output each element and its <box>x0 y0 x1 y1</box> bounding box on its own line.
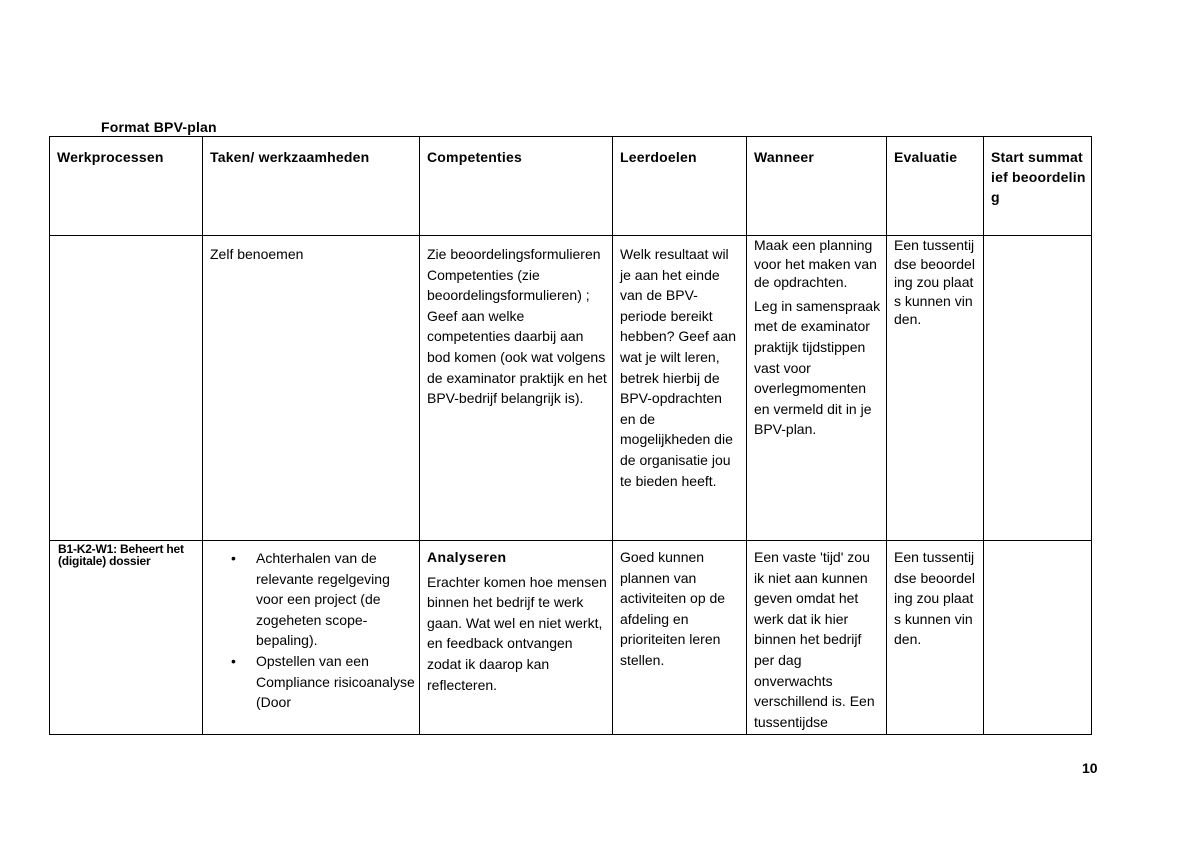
row1-leerdoelen: Welk resultaat wil je aan het einde van de BPV-periode bereikt hebben? Geef aan wat je wilt leren, betrek hierbij de BPV-opdrachten en de mogelijkheden die de organisatie jou te bieden heeft. <box>613 236 747 541</box>
row2-wanneer: Een vaste 'tijd' zou ik niet aan kunnen geven omdat het werk dat ik hier binnen het bedrijf per dag onverwachts verschillend is. Een tussentijdse <box>747 541 887 735</box>
row2-leerdoelen: Goed kunnen plannen van activiteiten op de afdeling en prioriteiten leren stellen. <box>613 541 747 735</box>
header-wanneer: Wanneer <box>747 137 887 236</box>
page-number: 10 <box>1082 760 1098 776</box>
competentie-text: Erachter komen hoe mensen binnen het bedrijf te werk gaan. Wat wel en niet werkt, en feedback ontvangen zodat ik daarop kan reflecteren. <box>427 573 607 693</box>
row1-wanneer <box>747 236 887 541</box>
row1-taken: Zelf benoemen <box>203 236 420 541</box>
bullet-icon: • <box>231 550 236 566</box>
header-werkprocessen: Werkprocessen <box>50 137 203 236</box>
list-item: • Achterhalen van de relevante regelgeving voor een project (de zogeheten scope-bepaling). <box>231 550 390 649</box>
table-row <box>50 541 1092 735</box>
row2-start <box>984 541 1092 735</box>
row1-werkproces <box>50 236 203 541</box>
header-leerdoelen: Leerdoelen <box>613 137 747 236</box>
row1-evaluatie: Een tussentijdse beoordeling zou plaats kunnen vinden. <box>887 236 984 541</box>
header-taken: Taken/ werkzaamheden <box>203 137 420 236</box>
document-title: Format BPV-plan <box>101 119 217 135</box>
header-row <box>50 137 1092 236</box>
table-row <box>50 236 1092 541</box>
competentie-title: Analyseren <box>427 549 507 565</box>
header-evaluatie: Evaluatie <box>887 137 984 236</box>
row1-wanneer-p2: Leg in samenspraak met de examinator praktijk tijdstippen vast voor overlegmomenten en vermeld dit in je BPV-plan. <box>754 297 881 438</box>
bpv-plan-table <box>49 136 1092 735</box>
row2-taken <box>203 541 420 735</box>
bullet-icon: • <box>231 652 236 669</box>
row2-evaluatie: Een tussentijdse beoordeling zou plaats kunnen vinden. <box>887 541 984 735</box>
row1-competenties: Zie beoordelingsformulieren Competenties (zie beoordelingsformulieren) ; Geef aan welke competenties daarbij aan bod komen (ook wat volgens de examinator praktijk en het BPV-bedrijf belangrijk is). <box>420 236 613 541</box>
row1-start <box>984 236 1092 541</box>
row2-competenties <box>420 541 613 735</box>
list-item: • Opstellen van een Compliance risicoanalyse (Door <box>231 652 415 711</box>
row2-werkproces: B1-K2-W1: Beheert het (digitale) dossier <box>50 541 203 735</box>
header-start-summatief: Start summatief beoordeling <box>984 137 1092 236</box>
row1-wanneer-p1: Maak een planning voor het maken van de opdrachten. <box>754 237 877 291</box>
header-competenties: Competenties <box>420 137 613 236</box>
task-list <box>203 548 419 713</box>
